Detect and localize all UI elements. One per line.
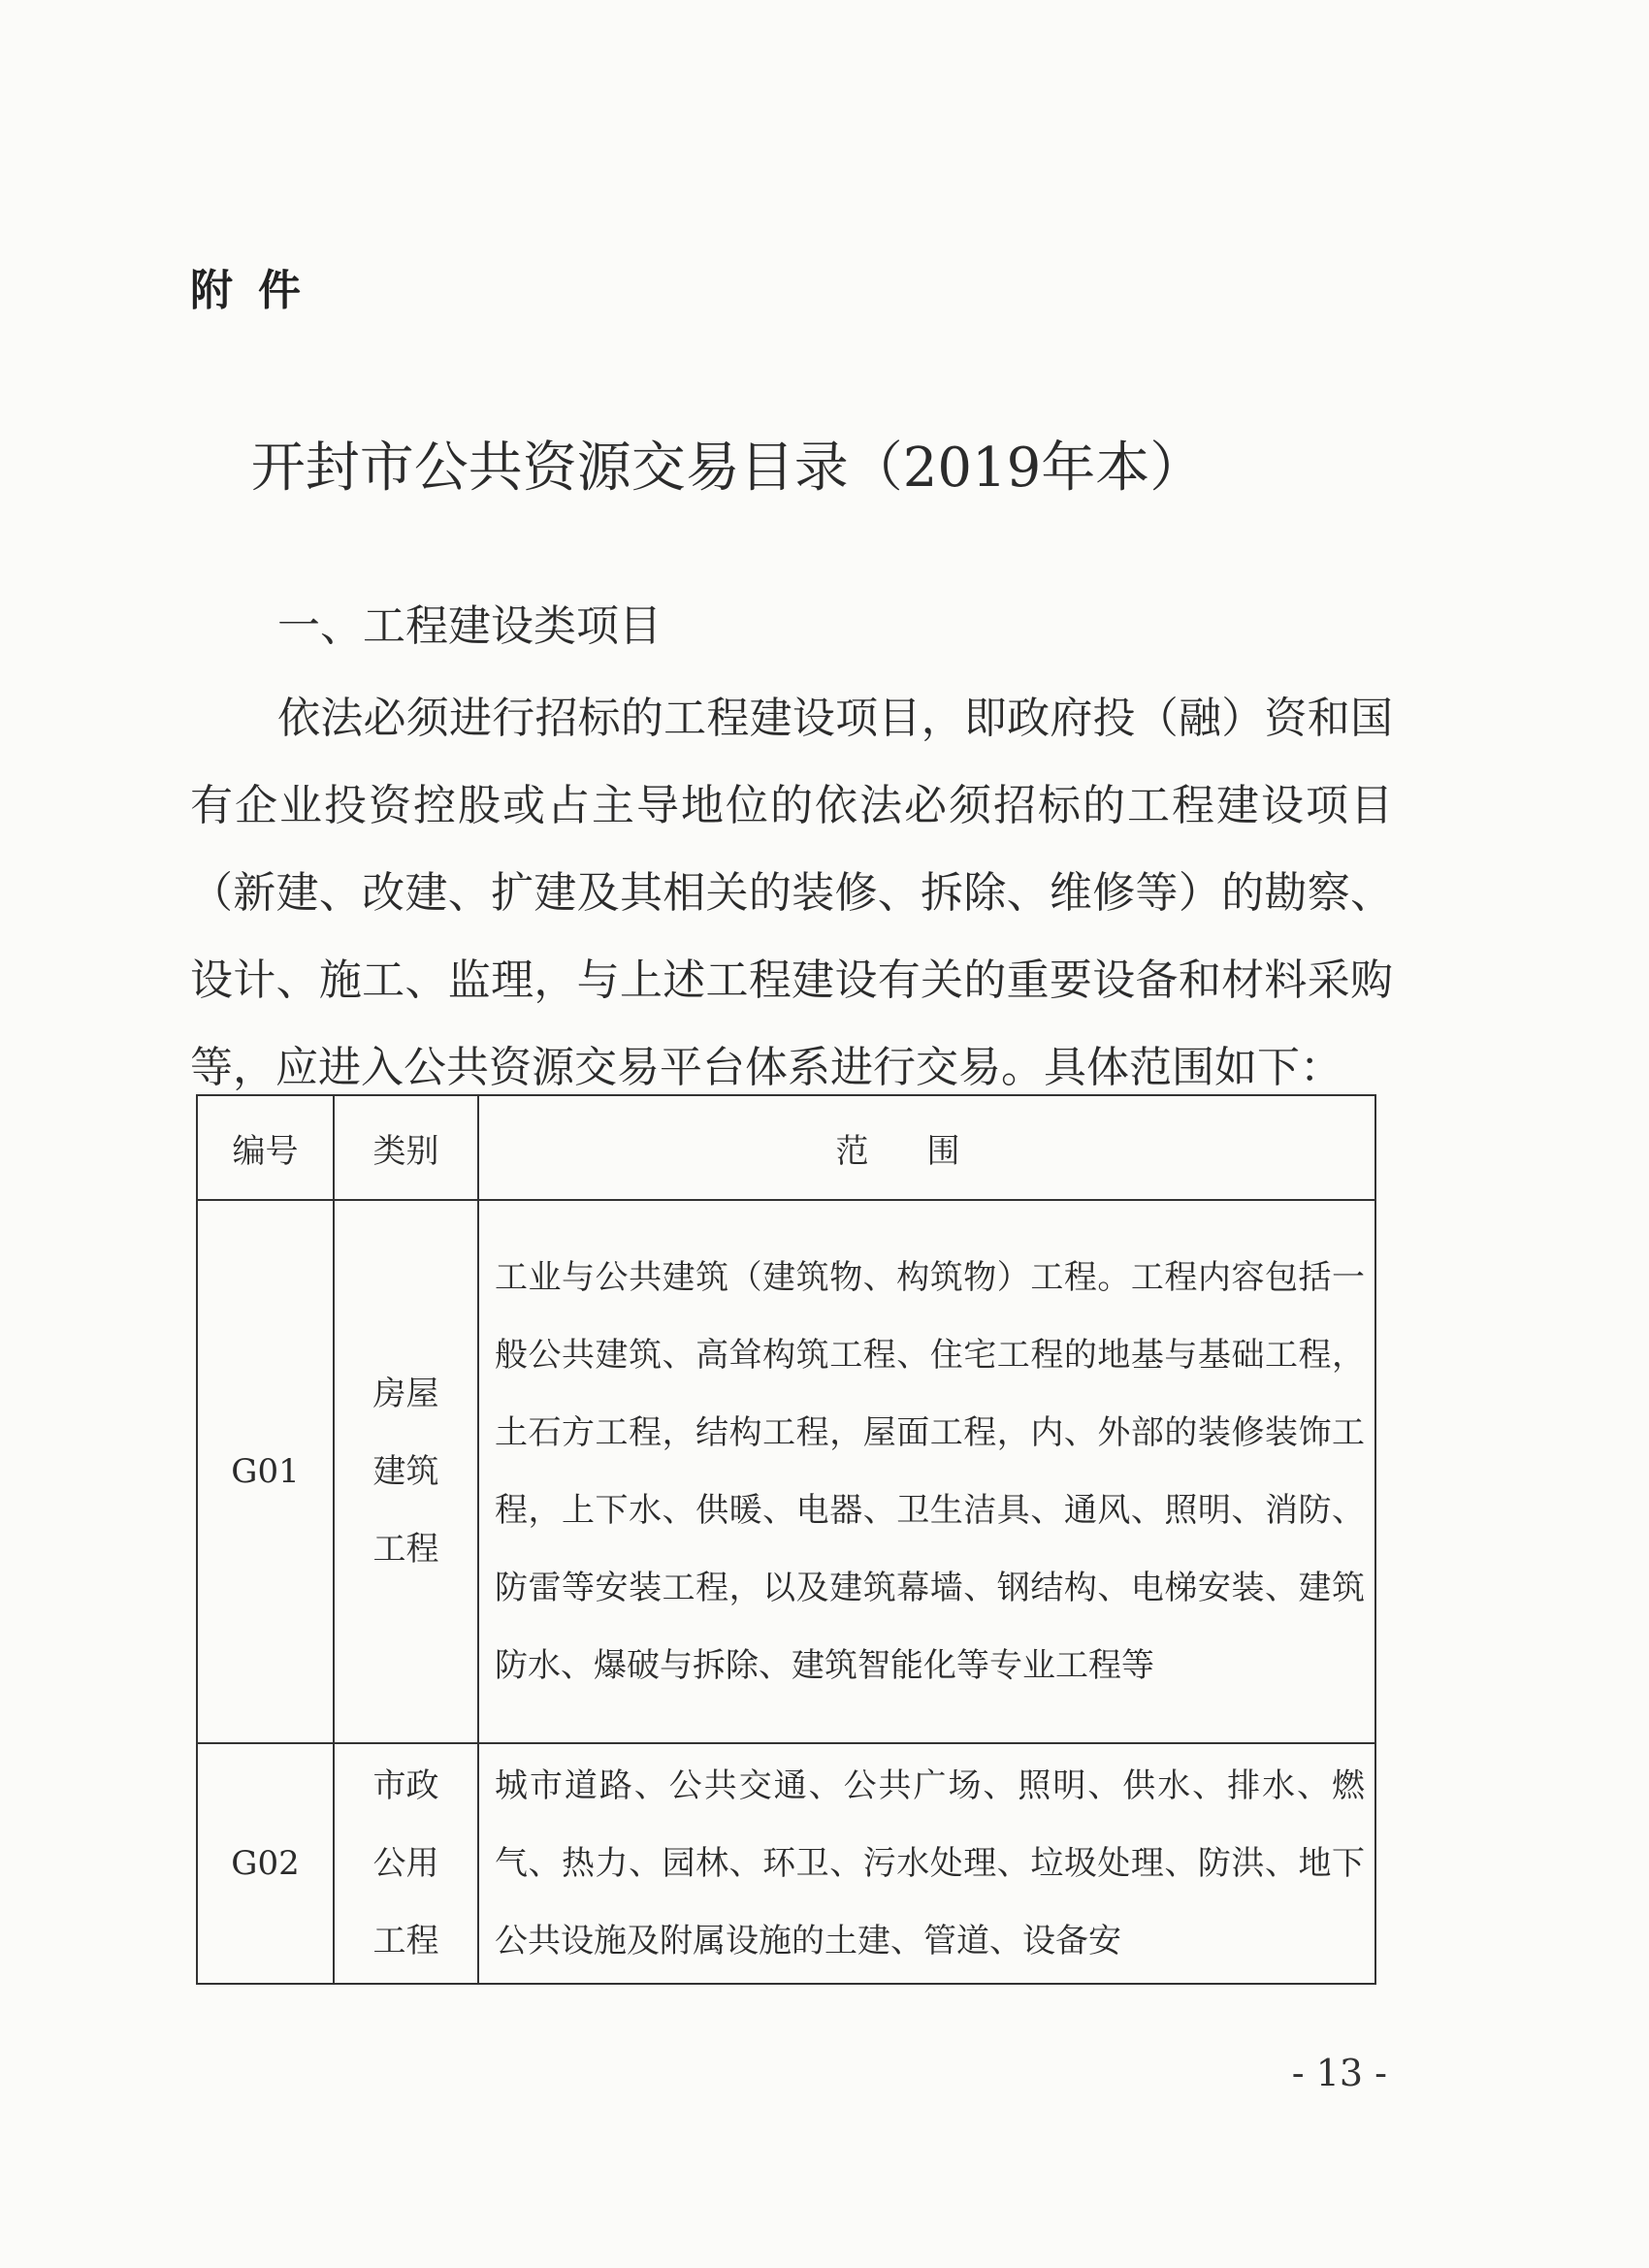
catalog-table <box>196 1094 1376 1985</box>
table-header-row <box>197 1095 1375 1200</box>
page-title: 开封市公共资源交易目录（2019年本） <box>250 437 1205 500</box>
row-code: G02 <box>197 1743 334 1984</box>
header-category: 类别 <box>334 1095 478 1200</box>
table-row <box>197 1743 1375 1984</box>
table-row <box>197 1200 1375 1743</box>
category-line: 建筑 <box>372 1452 439 1491</box>
category-line: 房屋 <box>372 1375 439 1413</box>
row-category <box>334 1743 478 1984</box>
row-category <box>334 1200 478 1743</box>
row-scope: 城市道路、公共交通、公共广场、照明、供水、排水、燃气、热力、园林、环卫、污水处理、垃圾处理、防洪、地下公共设施及附属设施的土建、管道、设备安 <box>478 1743 1375 1984</box>
category-line: 公用 <box>372 1844 439 1883</box>
category-line: 工程 <box>372 1922 439 1960</box>
header-code: 编号 <box>197 1095 334 1200</box>
category-line: 工程 <box>372 1530 439 1569</box>
row-code: G01 <box>197 1200 334 1743</box>
section-heading: 一、工程建设类项目 <box>277 601 662 651</box>
attachment-label: 附件 <box>190 266 326 315</box>
category-line: 市政 <box>372 1766 439 1805</box>
header-scope: 范围 <box>478 1095 1375 1200</box>
intro-paragraph: 依法必须进行招标的工程建设项目，即政府投（融）资和国有企业投资控股或占主导地位的依法必须招标的工程建设项目（新建、改建、扩建及其相关的装修、拆除、维修等）的勘察、设计、施工、监理，与上述工程建设有关的重要设备和材料采购等，应进入公共资源交易平台体系进行交易。具体范围如下： <box>190 694 1393 1092</box>
page-number: - 13 - <box>1291 2052 1387 2094</box>
row-scope: 工业与公共建筑（建筑物、构筑物）工程。工程内容包括一般公共建筑、高耸构筑工程、住宅工程的地基与基础工程，土石方工程，结构工程，屋面工程，内、外部的装修装饰工程，上下水、供暖、电器、卫生洁具、通风、照明、消防、防雷等安装工程，以及建筑幕墙、钢结构、电梯安装、建筑防水、爆破与拆除、建筑智能化等专业工程等 <box>478 1200 1375 1743</box>
